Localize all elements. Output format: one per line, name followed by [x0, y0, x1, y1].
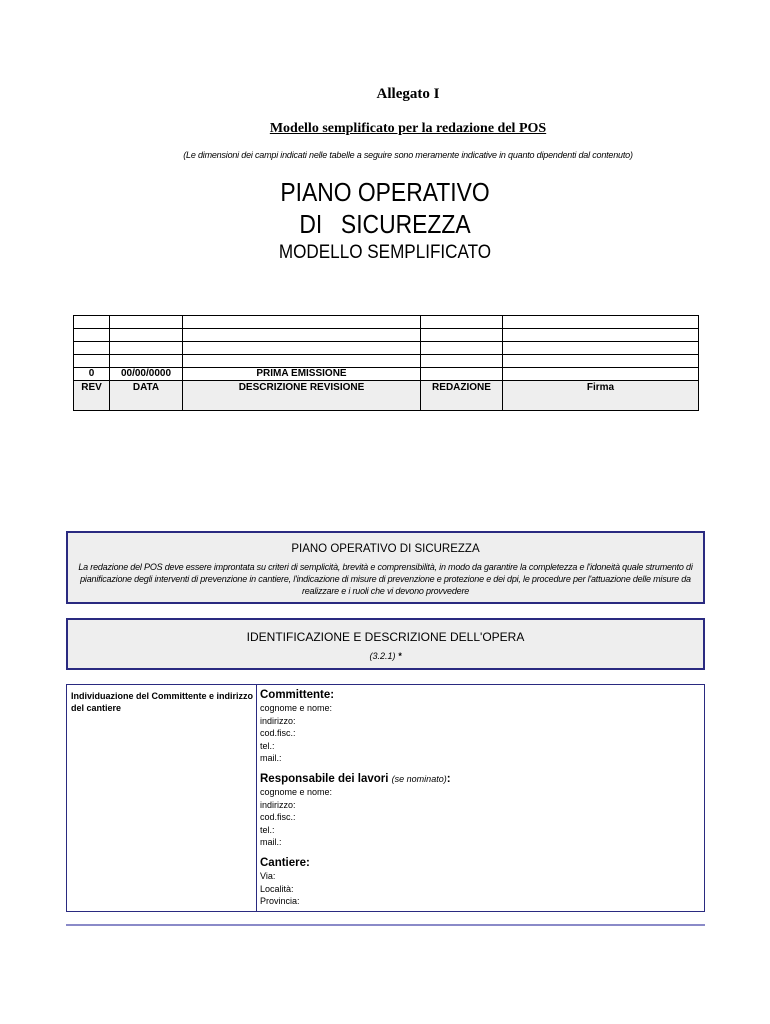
table-cell[interactable] [74, 342, 110, 355]
rev-description[interactable]: PRIMA EMISSIONE [183, 368, 421, 381]
table-cell[interactable] [74, 329, 110, 342]
identification-label-cell [67, 685, 257, 911]
rev-signature[interactable] [503, 368, 699, 381]
title-line-2: DI SICUREZZA [299, 209, 471, 239]
pos-box-text: La redazione del POS deve essere improntata su criteri di semplicità, brevità e comprensibilità, in modo da garantire la completezza e l'idoneità quale strumento di pianificazione degli interventi di prevenzione in cantiere, l'indicazione di misure di prevenzione e protezione e dei dpi, le procedure per l'attuazione delle misure da realizzare e i ruoli che vi devono provvedere [78, 562, 693, 596]
title-line-1: PIANO OPERATIVO [280, 177, 490, 207]
dimensions-note: (Le dimensioni dei campi indicati nelle tabelle a seguire sono meramente indicative in quanto dipendenti dal contenuto) [183, 150, 633, 160]
table-cell[interactable] [110, 329, 183, 342]
table-cell[interactable] [421, 316, 503, 329]
table-cell[interactable] [421, 355, 503, 368]
table-cell[interactable] [503, 329, 699, 342]
responsabile-title [260, 773, 700, 786]
responsabile-colon: : [446, 772, 451, 785]
committente-mail-field[interactable]: mail.: [260, 753, 282, 764]
committente-address-field[interactable]: indirizzo: [260, 715, 296, 726]
pos-box-heading: PIANO OPERATIVO DI SICUREZZA [291, 543, 480, 555]
identification-heading-box [66, 618, 705, 670]
header-rev: REV [74, 381, 110, 411]
responsabile-phone-field[interactable]: tel.: [260, 824, 275, 835]
document-subtitle: Modello semplificato per la redazione del POS [269, 121, 547, 136]
table-cell[interactable] [421, 329, 503, 342]
identification-heading: IDENTIFICAZIONE E DESCRIZIONE DELL'OPERA [246, 630, 525, 644]
annex-label: Allegato I [376, 86, 440, 102]
identification-label: Individuazione del Committente e indirizzo del cantiere [71, 691, 254, 713]
table-cell[interactable] [110, 355, 183, 368]
section-ref: (3.2.1) [369, 651, 396, 661]
pos-info-box [66, 531, 705, 604]
identification-fields-cell [260, 689, 700, 908]
responsabile-name-field[interactable]: cognome e nome: [260, 786, 333, 797]
committente-name-field[interactable]: cognome e nome: [260, 703, 333, 713]
required-star: * [398, 651, 402, 661]
table-cell[interactable] [110, 316, 183, 329]
table-cell[interactable] [183, 355, 421, 368]
committente-title: Committente: [260, 689, 335, 701]
table-cell[interactable] [183, 316, 421, 329]
header-redazione: REDAZIONE [421, 381, 503, 411]
table-cell[interactable] [421, 342, 503, 355]
cantiere-street-field[interactable]: Via: [260, 870, 276, 881]
table-cell[interactable] [183, 342, 421, 355]
table-cell[interactable] [110, 342, 183, 355]
header-firma: Firma [503, 381, 699, 411]
table-cell[interactable] [503, 316, 699, 329]
section-reference [68, 651, 703, 661]
cantiere-province-field[interactable]: Provincia: [260, 896, 300, 907]
responsabile-taxcode-field[interactable]: cod.fisc.: [260, 812, 296, 823]
table-row [74, 316, 699, 329]
rev-author[interactable] [421, 368, 503, 381]
table-cell[interactable] [503, 355, 699, 368]
rev-number[interactable]: 0 [74, 368, 110, 381]
revision-table [73, 315, 699, 411]
header-description: DESCRIZIONE REVISIONE [183, 381, 421, 411]
title-line-3: MODELLO SEMPLIFICATO [278, 242, 492, 263]
cantiere-title: Cantiere: [260, 856, 310, 869]
table-row [74, 329, 699, 342]
responsabile-mail-field[interactable]: mail.: [260, 837, 282, 848]
table-row [74, 368, 699, 381]
responsabile-address-field[interactable]: indirizzo: [260, 799, 296, 810]
table-header-row [74, 381, 699, 411]
table-cell[interactable] [503, 342, 699, 355]
table-row [74, 342, 699, 355]
page-divider [66, 924, 705, 926]
rev-date[interactable]: 00/00/0000 [110, 368, 183, 381]
table-cell[interactable] [74, 316, 110, 329]
committente-phone-field[interactable]: tel.: [260, 740, 275, 751]
table-cell[interactable] [183, 329, 421, 342]
committente-taxcode-field[interactable]: cod.fisc.: [260, 728, 296, 739]
cantiere-locality-field[interactable]: Località: [260, 883, 294, 894]
header-data: DATA [110, 381, 183, 411]
table-cell[interactable] [74, 355, 110, 368]
responsabile-note: (se nominato) [391, 773, 447, 784]
responsabile-title-text: Responsabile dei lavori [260, 772, 389, 785]
table-row [74, 355, 699, 368]
identification-table [66, 684, 705, 912]
